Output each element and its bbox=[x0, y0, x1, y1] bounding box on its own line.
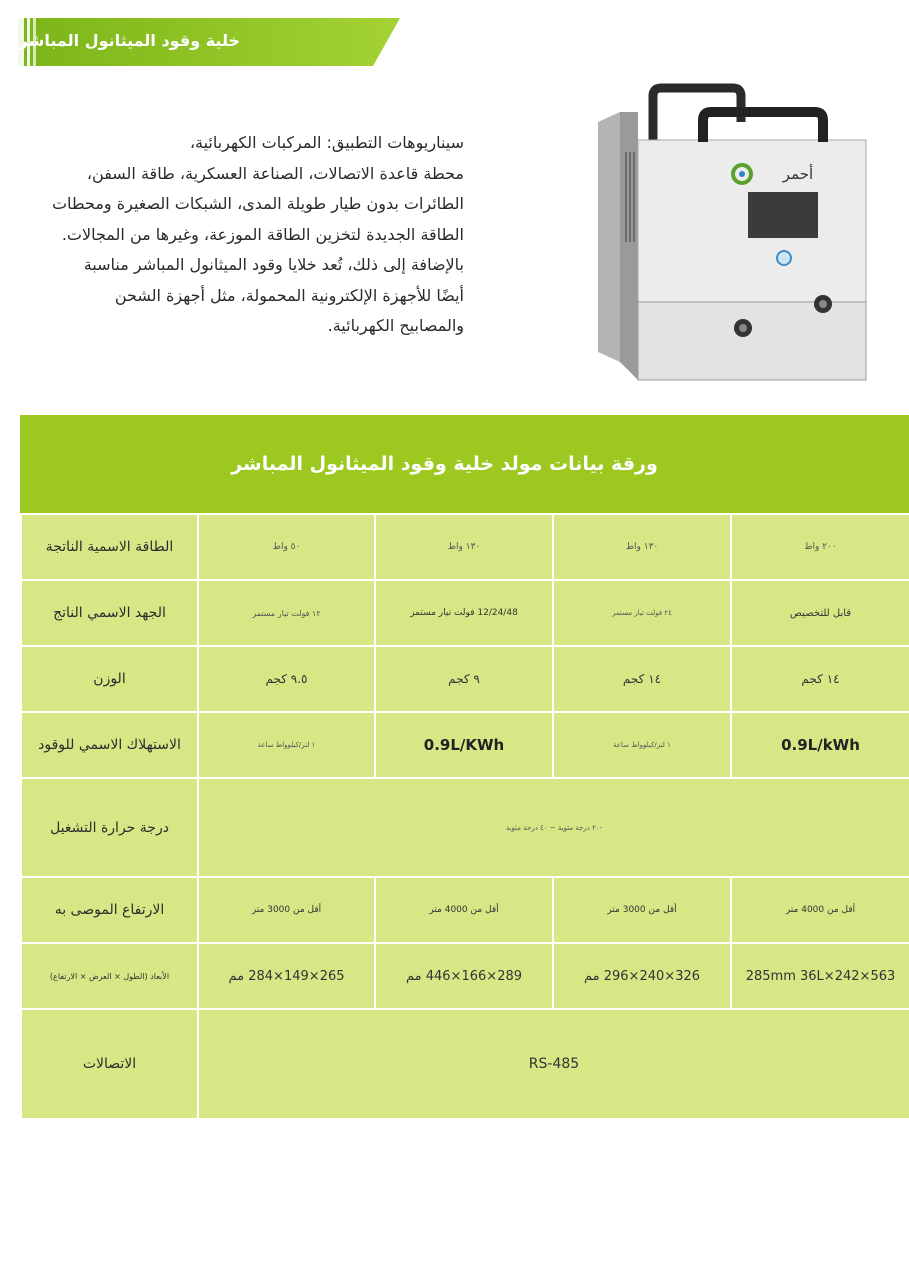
row-label-communication: الاتصالات bbox=[21, 1009, 198, 1119]
table-row bbox=[21, 514, 909, 580]
table-cell: ٢٠٠ واط bbox=[731, 514, 909, 580]
table-cell: أقل من 4000 متر bbox=[375, 877, 553, 943]
table-cell: ٢٤ فولت تيار مستمر bbox=[553, 580, 731, 646]
description-line: سيناريوهات التطبيق: المركبات الكهربائية، bbox=[189, 133, 464, 152]
description-line: والمصابيح الكهربائية. bbox=[327, 316, 464, 335]
row-label-consumption: الاستهلاك الاسمي للوقود bbox=[21, 712, 198, 778]
table-cell: 326×240×296 مم bbox=[553, 943, 731, 1009]
table-cell: 289×166×446 مم bbox=[375, 943, 553, 1009]
table-cell: ٩.٥ كجم bbox=[198, 646, 375, 712]
table-row bbox=[21, 580, 909, 646]
table-cell: أقل من 3000 متر bbox=[198, 877, 375, 943]
row-label-voltage: الجهد الاسمي الناتج bbox=[21, 580, 198, 646]
table-cell: 563×242×285mm 36L bbox=[731, 943, 909, 1009]
page-title: خلية وقود الميثانول المباشر bbox=[18, 31, 240, 50]
table-cell: ٩ كجم bbox=[375, 646, 553, 712]
table-row bbox=[21, 646, 909, 712]
row-label-altitude: الارتفاع الموصى به bbox=[21, 877, 198, 943]
row-label-power: الطاقة الاسمية الناتجة bbox=[21, 514, 198, 580]
table-row bbox=[21, 778, 909, 877]
description-line: بالإضافة إلى ذلك، تُعد خلايا وقود الميثانول المباشر مناسبة bbox=[83, 255, 464, 274]
table-cell: أقل من 4000 متر bbox=[731, 877, 909, 943]
table-cell: ٥٠ واط bbox=[198, 514, 375, 580]
table-cell: 265×149×284 مم bbox=[198, 943, 375, 1009]
description-line: أيضًا للأجهزة الإلكترونية المحمولة، مثل أجهزة الشحن bbox=[114, 285, 464, 305]
header-banner bbox=[18, 18, 400, 66]
table-cell: قابل للتخصيص bbox=[731, 580, 909, 646]
spec-table bbox=[20, 513, 909, 1120]
table-cell: ١ لتر/كيلوواط ساعة bbox=[198, 712, 375, 778]
row-label-weight: الوزن bbox=[21, 646, 198, 712]
spec-sheet bbox=[20, 415, 909, 1120]
product-image bbox=[598, 82, 880, 384]
description-line: الطائرات بدون طيار طويلة المدى، الشبكات الصغيرة ومحطات bbox=[51, 194, 464, 213]
table-row bbox=[21, 877, 909, 943]
row-label-temperature: درجة حرارة التشغيل bbox=[21, 778, 198, 877]
table-cell: ١٣٠ واط bbox=[375, 514, 553, 580]
row-label-dimensions: الأبعاد (الطول × العرض × الارتفاع) bbox=[21, 943, 198, 1009]
table-cell: ١٣٠ واط bbox=[553, 514, 731, 580]
table-cell: 12/24/48 فولت تيار مستمر bbox=[375, 580, 553, 646]
table-cell: ١٢ فولت تيار مستمر bbox=[198, 580, 375, 646]
table-cell-merged: RS-485 bbox=[198, 1009, 909, 1119]
table-row bbox=[21, 943, 909, 1009]
spec-table-title: ورقة بيانات مولد خلية وقود الميثانول المباشر bbox=[20, 415, 909, 513]
application-description bbox=[12, 128, 464, 342]
description-line: محطة قاعدة الاتصالات، الصناعة العسكرية، طاقة السفن، bbox=[86, 163, 464, 183]
description-line: الطاقة الجديدة لتخزين الطاقة الموزعة، وغيرها من المجالات. bbox=[61, 224, 464, 244]
table-cell: 0.9L/kWh bbox=[731, 712, 909, 778]
table-cell: ١ لتر/كيلوواط ساعة bbox=[553, 712, 731, 778]
table-cell: 0.9L/KWh bbox=[375, 712, 553, 778]
table-row bbox=[21, 1009, 909, 1119]
table-cell: ١٤ كجم bbox=[731, 646, 909, 712]
brand-label: أحمر bbox=[782, 165, 814, 183]
table-cell: ١٤ كجم bbox=[553, 646, 731, 712]
table-cell: أقل من 3000 متر bbox=[553, 877, 731, 943]
table-row bbox=[21, 712, 909, 778]
table-cell-merged: -٢٠ درجة مئوية ~ ٤٠ درجة مئوية bbox=[198, 778, 909, 877]
